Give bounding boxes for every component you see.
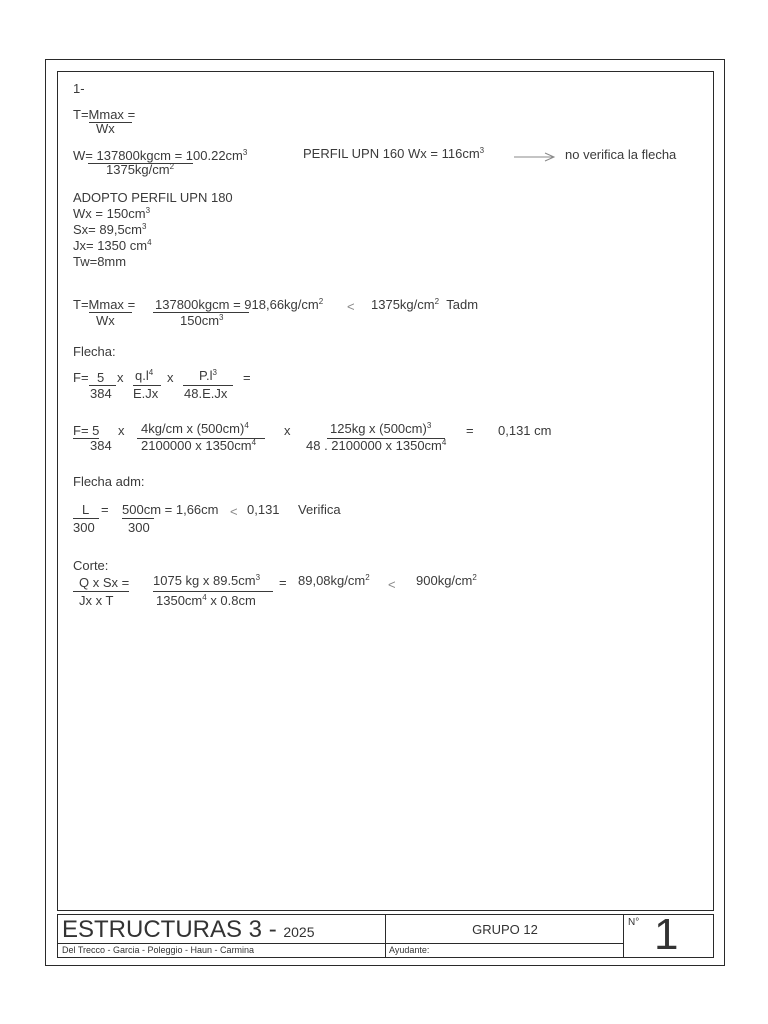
- perfil-160: PERFIL UPN 160 $Wx = 116cm^3$: [303, 146, 485, 161]
- formula-w: W= 137800kgcm = $100.22cm^3$: [73, 148, 248, 163]
- less-than: <: [388, 577, 396, 592]
- title-block: [57, 910, 714, 959]
- equals: =: [243, 370, 251, 385]
- wx-value: $Wx = 150cm^3$: [73, 206, 151, 221]
- equals: =: [101, 502, 109, 517]
- problem-number: 1-: [73, 81, 85, 96]
- course-title: ESTRUCTURAS 3 - 2025: [62, 916, 315, 943]
- jx-value: Jx= 1350 $cm^4$: [73, 238, 152, 253]
- formula-t2: T=Mmax =: [73, 297, 136, 312]
- f2-eq: F= 5: [73, 423, 100, 438]
- corte-heading: Corte:: [73, 558, 109, 573]
- formula-t: T=Mmax =: [73, 107, 136, 122]
- times: x: [117, 370, 124, 385]
- c-den1: Jx x T: [79, 593, 114, 608]
- equals: =: [466, 423, 474, 438]
- c-adm: $900kg/cm^2$: [416, 573, 477, 588]
- fa-compare: 0,131: [247, 502, 280, 517]
- five: 5: [97, 370, 105, 385]
- denominator-w: $1375kg/cm^2$: [106, 162, 175, 177]
- times: x: [167, 370, 174, 385]
- less-than: <: [230, 504, 238, 519]
- ejx: E.Jx: [133, 386, 159, 401]
- d300: 300: [73, 520, 95, 535]
- d300: 300: [128, 520, 150, 535]
- arrow-right-icon: [514, 150, 556, 162]
- c-result: $89,08kg/cm^2$: [298, 573, 370, 588]
- title-cell: [58, 915, 386, 957]
- tw-value: Tw=8mm: [73, 254, 127, 269]
- times: x: [284, 423, 291, 438]
- verifica: Verifica: [298, 502, 341, 517]
- f2-result: 0,131 cm: [498, 423, 552, 438]
- flecha-adm-heading: Flecha adm:: [73, 474, 145, 489]
- f2-num1: 4kg/cm x $(500cm)^4$: [141, 421, 249, 436]
- adopto-perfil: ADOPTO PERFIL UPN 180: [73, 190, 233, 205]
- c-num1: Q x Sx =: [79, 575, 130, 590]
- f-eq: F=: [73, 370, 89, 385]
- c-den2: $1350cm^4$ x 0.8cm: [156, 593, 256, 608]
- pl3: $P.l^3$: [199, 368, 217, 383]
- f2-den1: 2100000 x $1350cm^4$: [141, 438, 257, 453]
- less-than: <: [347, 299, 355, 314]
- tadm-value: $1375kg/cm^2$ Tadm: [371, 297, 479, 312]
- fraction-bar: [153, 591, 273, 592]
- d384: 384: [90, 438, 112, 453]
- fa-value: 500cm = 1,66cm: [122, 502, 219, 517]
- group-cell: [386, 915, 624, 957]
- d384: 384: [90, 386, 112, 401]
- denominator-wx: Wx: [96, 313, 115, 328]
- fraction-bar: [122, 518, 154, 519]
- t2-denominator: $150cm^3$: [180, 313, 224, 328]
- f2-num2: 125kg x $(500cm)^3$: [330, 421, 432, 436]
- times: x: [118, 423, 125, 438]
- sx-value: $Sx= 89,5cm^3$: [73, 222, 147, 237]
- c-num2: 1075 kg x $89.5cm^3$: [153, 573, 261, 588]
- t2-value: 137800kgcm = $918,66kg/cm^2$: [155, 297, 324, 312]
- ayudante-label: Ayudante:: [389, 945, 430, 955]
- fraction-bar: [73, 518, 99, 519]
- equals: =: [279, 575, 287, 590]
- ql4: $q.l^4$: [135, 368, 154, 383]
- e48jx: 48.E.Jx: [184, 386, 228, 401]
- number-cell: [624, 910, 713, 959]
- flecha-heading: Flecha:: [73, 344, 116, 359]
- sheet-number: 1: [654, 910, 679, 959]
- fraction-bar: [73, 591, 129, 592]
- no-verifica: no verifica la flecha: [565, 147, 677, 162]
- number-label: N°: [628, 917, 640, 928]
- group-label: GRUPO 12: [472, 922, 538, 937]
- l: L: [82, 502, 90, 517]
- denominator-wx: Wx: [96, 121, 115, 136]
- authors: Del Trecco - Garcia - Poleggio - Haun - Carmina: [62, 945, 255, 955]
- f2-den2: 48 . 2100000 x $1350cm^4$: [306, 438, 447, 453]
